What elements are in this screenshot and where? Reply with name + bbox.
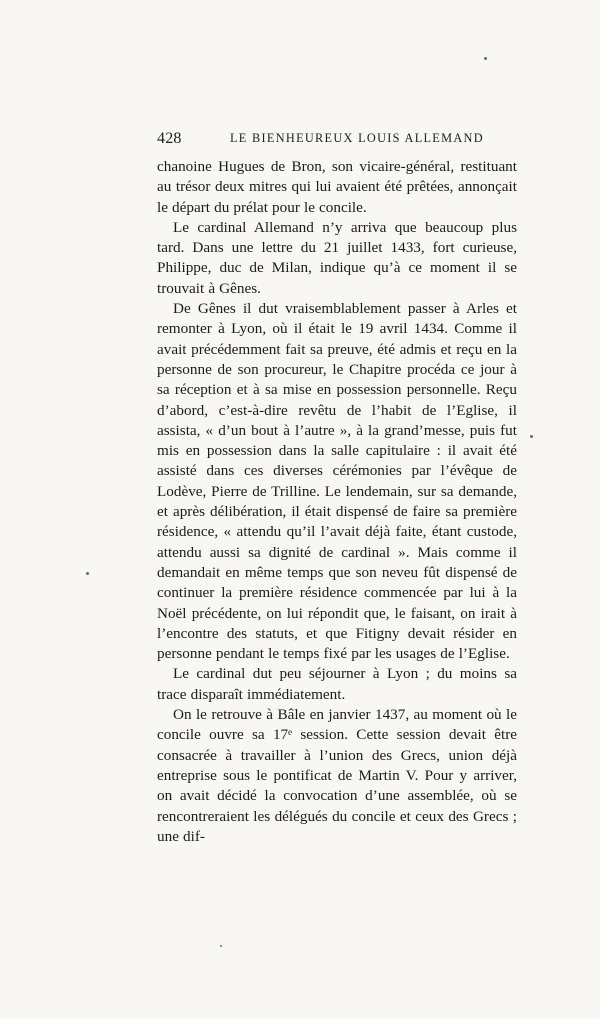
- paragraph: De Gênes il dut vraisemblablement passer à Arles et remonter à Lyon, où il était le 19 avril 1434. Comme il avait précédemment fait sa preuve, été admis et reçu en la personne de son procureur, le Chapitre procéda ce jour à sa réception et à sa mise en possession personnelle. Reçu d’abord, c’est-à-dire revêtu de l’habit de l’Eglise, il assista, « d’un bout à l’autre », à la grand’messe, puis fut mis en possession dans la salle capitulaire : il avait été assisté dans ces diverses cérémonies par l’évêque de Lodève, Pierre de Trilline. Le lendemain, sur sa demande, et après délibération, il était dispensé de faire sa première résidence, « attendu qu’il l’avait déjà faite, étant custode, attendu aussi sa dignité de cardinal ». Mais comme il demandait en même temps que son neveu fût dispensé de continuer la première résidence commencée par lui à la Noël précédente, on lui répondit que, le faisant, on irait à l’encontre des statuts, et que Fitigny devait résider en personne pendant le temps fixé par les usages de l’Eglise.: [157, 300, 517, 663]
- paragraph: Le cardinal Allemand n’y arriva que beaucoup plus tard. Dans une lettre du 21 juillet 1433, fort curieuse, Philippe, duc de Milan, indique qu’à ce moment il se trouvait à Gênes.: [157, 218, 517, 297]
- paragraph: On le retrouve à Bâle en janvier 1437, au moment où le concile ouvre sa 17ᵉ session. Cette session devait être consacrée à travailler à l’union des Grecs, union déjà entreprise sous le pontificat de Martin V. Pour y arriver, on avait décidé la convocation d’une assemblée, où se rencontreraient les délégués du concile et ceux des Grecs ; une dif-: [157, 706, 517, 845]
- running-title: LE BIENHEUREUX LOUIS ALLEMAND: [230, 131, 484, 145]
- page-number: 428: [157, 130, 182, 147]
- paragraph: Le cardinal dut peu séjourner à Lyon ; du moins sa trace disparaît immédiatement.: [157, 665, 517, 703]
- paper-speck: [484, 57, 487, 60]
- running-head: [157, 130, 517, 152]
- paper-speck: [86, 572, 89, 575]
- body-text: [157, 157, 517, 847]
- paragraph-continued: chanoine Hugues de Bron, son vicaire-général, restituant au trésor deux mitres qui lui avaient été prêtées, annonçait le départ du prélat pour le concile.: [157, 158, 517, 216]
- paper-speck: [220, 945, 222, 947]
- paper-speck: [530, 435, 533, 438]
